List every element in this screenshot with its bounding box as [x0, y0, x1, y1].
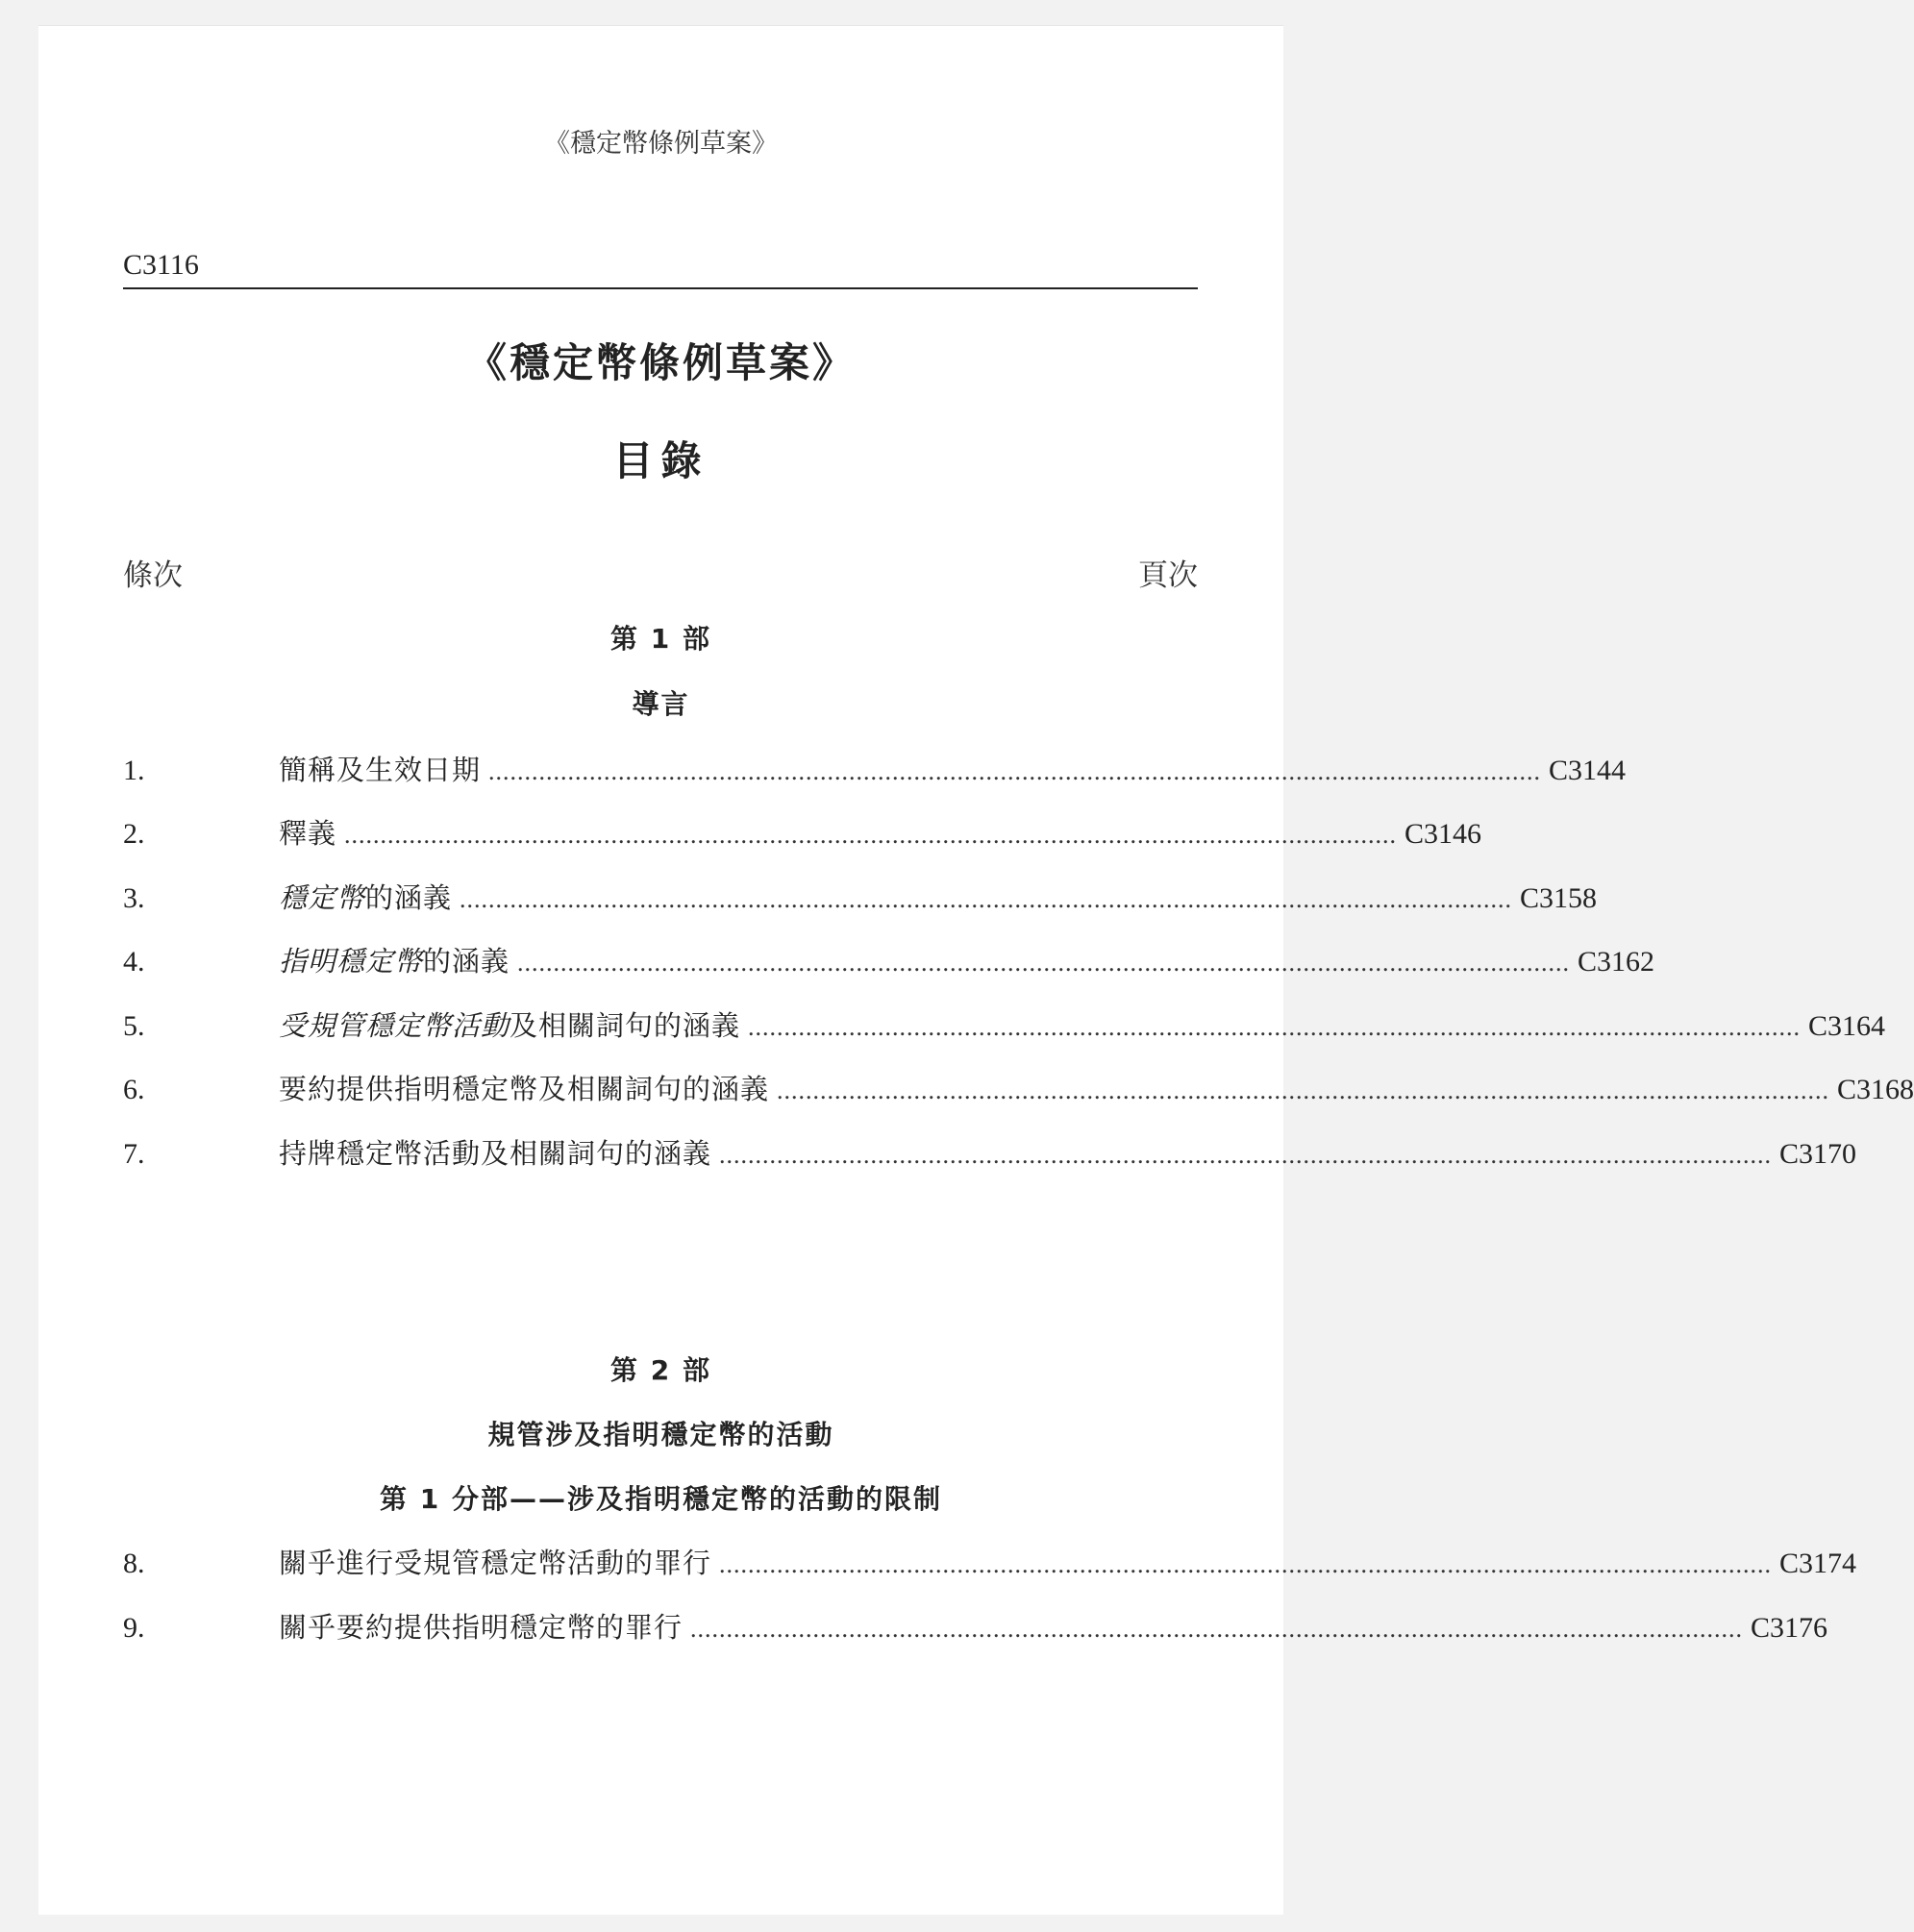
part-2-number: 第 2 部	[610, 1354, 711, 1386]
toc-entry-title: 指明穩定幣的涵義	[279, 945, 510, 978]
leader-dots: ..................................................................................................................................................	[719, 1141, 1773, 1169]
leader-dots: ..................................................................................................................................................	[344, 821, 1398, 849]
toc-entry-page: C3170	[1779, 1138, 1857, 1170]
toc-entry-title: 受規管穩定幣活動及相關詞句的涵義	[279, 1009, 741, 1042]
toc-entry-title: 關乎要約提供指明穩定幣的罪行	[279, 1611, 684, 1644]
toc-entry[interactable]	[123, 812, 1482, 851]
toc-entry-page: C3168	[1837, 1074, 1914, 1105]
toc-entry-title: 穩定幣的涵義	[279, 881, 453, 914]
toc-entry-title: 要約提供指明穩定幣及相關詞句的涵義	[279, 1073, 770, 1105]
toc-entry-title: 釋義	[279, 817, 337, 850]
document-page	[38, 25, 1914, 1915]
toc-entry-number: 7.	[123, 1138, 145, 1170]
part-2-name: 規管涉及指明穩定幣的活動	[487, 1419, 834, 1450]
toc-entry-page: C3164	[1808, 1010, 1886, 1042]
toc-entry[interactable]	[123, 1606, 1828, 1645]
part-1-name: 導言	[632, 688, 690, 720]
header-rule	[123, 287, 1198, 289]
toc-entry[interactable]	[123, 749, 1627, 787]
division-1-name: 第 1 分部——涉及指明穩定幣的活動的限制	[380, 1483, 942, 1515]
toc-entry-title: 關乎進行受規管穩定幣活動的罪行	[279, 1547, 712, 1579]
running-header: 《穩定幣條例草案》	[544, 129, 778, 159]
toc-entry[interactable]	[123, 1542, 1857, 1580]
toc-entry-number: 3.	[123, 882, 145, 914]
toc-entry-number: 5.	[123, 1010, 145, 1042]
column-heading-page: 頁次	[1138, 558, 1198, 593]
leader-dots: ..................................................................................................................................................	[517, 949, 1571, 977]
toc-entry-number: 4.	[123, 946, 145, 978]
toc-entry-number: 9.	[123, 1612, 145, 1644]
document-title: 《穩定幣條例草案》	[465, 339, 856, 386]
toc-entry-title: 持牌穩定幣活動及相關詞句的涵義	[279, 1137, 712, 1170]
toc-entry[interactable]	[123, 1068, 1914, 1106]
toc-entry-page: C3162	[1578, 946, 1655, 978]
leader-dots: ..................................................................................................................................................	[488, 757, 1542, 785]
toc-entry[interactable]	[123, 1004, 1886, 1043]
leader-dots: ..................................................................................................................................................	[748, 1013, 1802, 1041]
toc-entry[interactable]	[123, 1132, 1857, 1171]
leader-dots: ..................................................................................................................................................	[460, 885, 1513, 913]
toc-entry-page: C3144	[1549, 755, 1627, 786]
toc-entry[interactable]	[123, 877, 1598, 915]
toc-entry-number: 2.	[123, 818, 145, 850]
toc-entry-page: C3176	[1751, 1612, 1828, 1644]
leader-dots: ..................................................................................................................................................	[777, 1077, 1830, 1104]
toc-entry-page: C3146	[1404, 818, 1482, 850]
column-heading-section: 條次	[123, 558, 183, 593]
toc-entry-page: C3158	[1520, 882, 1598, 914]
part-1-number: 第 1 部	[610, 623, 711, 655]
toc-entry[interactable]	[123, 940, 1655, 978]
toc-entry-number: 1.	[123, 755, 145, 786]
leader-dots: ..................................................................................................................................................	[690, 1615, 1744, 1643]
toc-entry-number: 6.	[123, 1074, 145, 1105]
toc-entry-page: C3174	[1779, 1548, 1857, 1579]
contents-heading: 目錄	[612, 437, 709, 484]
toc-entry-number: 8.	[123, 1548, 145, 1579]
leader-dots: ..................................................................................................................................................	[719, 1550, 1773, 1578]
page-code: C3116	[123, 249, 199, 281]
toc-entry-title: 簡稱及生效日期	[279, 754, 482, 786]
